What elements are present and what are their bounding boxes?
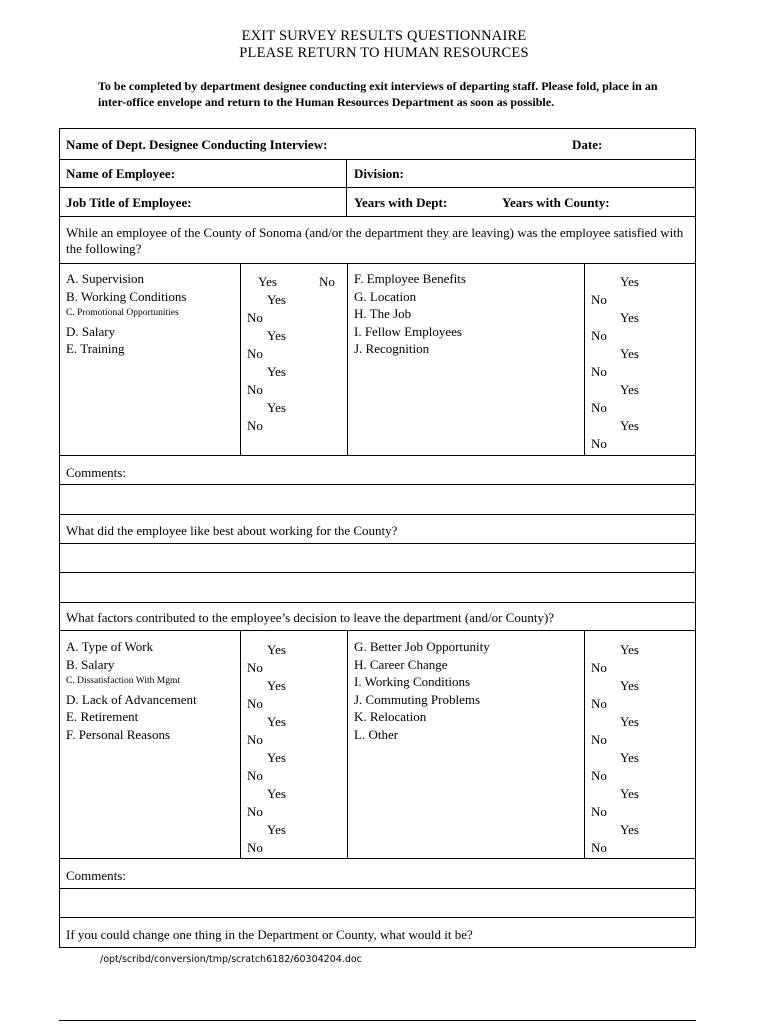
no-option[interactable]: No (591, 400, 607, 415)
rule (59, 888, 696, 889)
no-option[interactable]: No (247, 660, 263, 675)
no-option[interactable]: No (591, 660, 607, 675)
no-option[interactable]: No (319, 274, 335, 289)
like-best-question: What did the employee like best about working for the County? (66, 523, 398, 538)
list-item: G. Location (354, 288, 417, 304)
factors-left-list (66, 638, 197, 743)
yes-option[interactable]: Yes (620, 382, 639, 397)
change-one-thing-question: If you could change one thing in the Department or County, what would it be? (66, 927, 473, 942)
rule (59, 630, 696, 631)
years-county-label: Years with County: (502, 195, 610, 210)
yes-option[interactable]: Yes (267, 364, 286, 379)
yes-option[interactable]: Yes (620, 714, 639, 729)
yes-option[interactable]: Yes (267, 750, 286, 765)
rule (59, 216, 696, 217)
no-option[interactable]: No (591, 768, 607, 783)
list-item: F. Employee Benefits (354, 271, 466, 286)
yes-option[interactable]: Yes (620, 750, 639, 765)
satisfaction-left-yes-no (247, 291, 286, 435)
list-item: J. Recognition (354, 341, 430, 356)
employee-name-label: Name of Employee: (66, 166, 176, 181)
rule (59, 572, 696, 573)
rule (59, 543, 696, 544)
rule (59, 484, 696, 485)
no-option[interactable]: No (591, 804, 607, 819)
list-item: I. Fellow Employees (354, 323, 462, 339)
no-option[interactable]: No (247, 768, 263, 783)
designee-label: Name of Dept. Designee Conducting Interview: (66, 137, 328, 152)
yes-option[interactable]: Yes (620, 786, 639, 801)
list-item: B. Working Conditions (66, 288, 187, 304)
division-label: Division: (354, 166, 404, 181)
rule (59, 455, 696, 456)
rule (240, 630, 241, 858)
survey-table (59, 128, 696, 948)
list-item: C. Promotional Opportunities (66, 308, 179, 318)
page-bottom-rule (59, 1020, 696, 1021)
rule (59, 159, 696, 160)
yes-option[interactable]: Yes (267, 642, 286, 657)
yes-option[interactable]: Yes (620, 822, 639, 837)
no-option[interactable]: No (247, 732, 263, 747)
list-item: B. Salary (66, 656, 115, 672)
rule (59, 858, 696, 859)
list-item: G. Better Job Opportunity (354, 639, 490, 654)
yes-option[interactable]: Yes (620, 418, 639, 433)
factors-left-yes-no (247, 641, 286, 857)
yes-option[interactable]: Yes (267, 714, 286, 729)
no-option[interactable]: No (591, 840, 607, 855)
rule (59, 514, 696, 515)
list-item: C. Dissatisfaction With Mgmt (66, 676, 180, 686)
rule (240, 263, 241, 455)
list-item: F. Personal Reasons (66, 726, 171, 742)
rule (59, 263, 696, 264)
years-dept-label: Years with Dept: (354, 195, 448, 210)
no-option[interactable]: No (247, 418, 263, 433)
list-item: D. Salary (66, 323, 116, 339)
no-option[interactable]: No (247, 382, 263, 397)
no-option[interactable]: No (591, 364, 607, 379)
comments-label: Comments: (66, 868, 126, 883)
yes-option[interactable]: Yes (267, 786, 286, 801)
no-option[interactable]: No (247, 346, 263, 361)
list-item: H. The Job (354, 306, 412, 321)
factors-right-yes-no (591, 641, 639, 857)
rule (59, 602, 696, 603)
list-item: A. Supervision (66, 271, 144, 286)
footer-file-path: /opt/scribd/conversion/tmp/scratch6182/60304204.doc (100, 954, 362, 965)
no-option[interactable]: No (247, 310, 263, 325)
title-line-2: PLEASE RETURN TO HUMAN RESOURCES (239, 45, 529, 61)
rule (347, 630, 348, 858)
satisfaction-left-list (66, 270, 186, 358)
list-item: E. Training (66, 341, 125, 356)
job-title-label: Job Title of Employee: (66, 195, 192, 210)
rule (346, 159, 347, 216)
satisfaction-question: While an employee of the County of Sonoma (and/or the department they are leaving) was the employee satisfied with the following? (66, 225, 684, 256)
rule (584, 630, 585, 858)
list-item: A. Type of Work (66, 639, 154, 654)
list-item: L. Other (354, 726, 399, 742)
list-item: D. Lack of Advancement (66, 691, 197, 707)
list-item: J. Commuting Problems (354, 691, 481, 707)
satisfaction-right-yes-no (591, 273, 639, 453)
no-option[interactable]: No (247, 840, 263, 855)
list-item: H. Career Change (354, 656, 448, 672)
leave-factors-question: What factors contributed to the employee’s decision to leave the department (and/or County)? (66, 610, 555, 625)
list-item: E. Retirement (66, 709, 139, 724)
rule (584, 263, 585, 455)
date-label: Date: (572, 137, 603, 152)
no-option[interactable]: No (591, 696, 607, 711)
no-option[interactable]: No (247, 696, 263, 711)
factors-right-list (354, 638, 490, 743)
yes-option[interactable]: Yes (267, 292, 286, 307)
rule (59, 917, 696, 918)
yes-option[interactable]: Yes (258, 274, 277, 289)
comments-label: Comments: (66, 465, 126, 480)
no-option[interactable]: No (591, 328, 607, 343)
satisfaction-right-list (354, 270, 466, 358)
no-option[interactable]: No (591, 436, 607, 451)
rule (59, 187, 696, 188)
yes-option[interactable]: Yes (620, 274, 639, 289)
yes-option[interactable]: Yes (620, 310, 639, 325)
no-option[interactable]: No (591, 292, 607, 307)
list-item: K. Relocation (354, 709, 427, 724)
rule (347, 263, 348, 455)
yes-option[interactable]: Yes (267, 328, 286, 343)
yes-option[interactable]: Yes (267, 678, 286, 693)
list-item: I. Working Conditions (354, 674, 471, 689)
yes-option[interactable]: Yes (267, 822, 286, 837)
no-option[interactable]: No (247, 804, 263, 819)
yes-option[interactable]: Yes (620, 642, 639, 657)
title-line-1: EXIT SURVEY RESULTS QUESTIONNAIRE (241, 28, 527, 44)
yes-option[interactable]: Yes (620, 346, 639, 361)
no-option[interactable]: No (591, 732, 607, 747)
yes-option[interactable]: Yes (620, 678, 639, 693)
instructions: To be completed by department designee conducting exit interviews of departing staff. Please fold, place in an inter-office envelope and return to the Human Resources Department as soon as possible. (98, 79, 658, 109)
yes-option[interactable]: Yes (267, 400, 286, 415)
